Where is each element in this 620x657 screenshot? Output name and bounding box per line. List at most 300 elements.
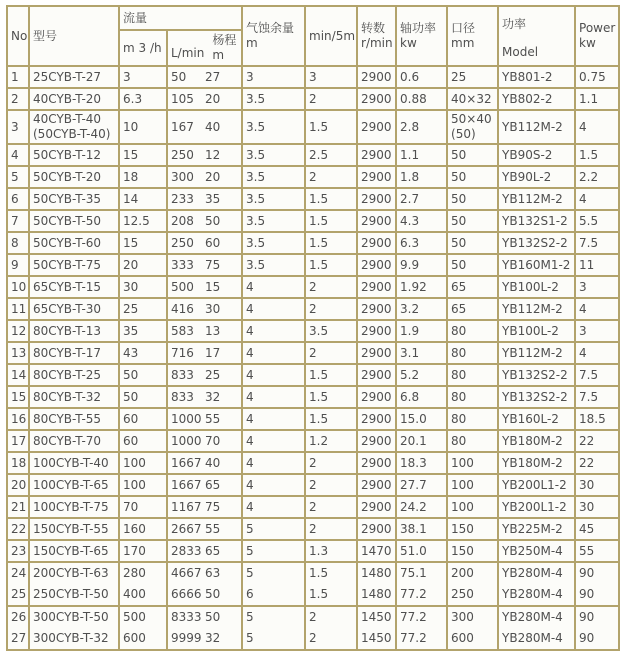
col-diameter-label: 口径 bbox=[451, 21, 476, 35]
cell-motor-model: YB100L-2 bbox=[498, 320, 575, 342]
cell-min5m: 3.5 bbox=[305, 320, 357, 342]
cell-diameter: 300 bbox=[447, 606, 498, 628]
flow-lmin-value: 833 bbox=[171, 389, 194, 404]
cell-flow-lmin-head bbox=[167, 628, 242, 650]
cell-power: 90 bbox=[575, 584, 619, 606]
col-shaft-power-unit: kw bbox=[400, 36, 417, 50]
cell-motor-model: YB280M-4 bbox=[498, 562, 575, 584]
cell-flow-m3h: 100 bbox=[119, 474, 167, 496]
cell-diameter: 50×40 (50) bbox=[447, 110, 498, 144]
cell-no: 20 bbox=[7, 474, 29, 496]
cell-min5m: 2 bbox=[305, 88, 357, 110]
cell-diameter: 200 bbox=[447, 562, 498, 584]
cell-power: 4 bbox=[575, 188, 619, 210]
head-value: 17 bbox=[205, 345, 221, 360]
cell-npsh: 5 bbox=[242, 518, 305, 540]
cell-no: 12 bbox=[7, 320, 29, 342]
cell-flow-lmin-head bbox=[167, 408, 242, 430]
table-row bbox=[7, 628, 619, 650]
cell-flow-m3h: 400 bbox=[119, 584, 167, 606]
cell-flow-lmin-head bbox=[167, 188, 242, 210]
cell-no: 6 bbox=[7, 188, 29, 210]
cell-motor-model: YB180M-2 bbox=[498, 452, 575, 474]
cell-flow-m3h: 15 bbox=[119, 144, 167, 166]
cell-no: 23 bbox=[7, 540, 29, 562]
cell-model: 300CYB-T-32 bbox=[29, 628, 119, 650]
table-row bbox=[7, 430, 619, 452]
cell-npsh: 4 bbox=[242, 276, 305, 298]
flow-lmin-value: 716 bbox=[171, 345, 194, 360]
cell-flow-lmin-head bbox=[167, 166, 242, 188]
cell-motor-model: YB132S2-2 bbox=[498, 386, 575, 408]
col-shaft-power bbox=[396, 6, 447, 66]
head-value: 20 bbox=[205, 169, 221, 184]
cell-no: 16 bbox=[7, 408, 29, 430]
cell-speed: 2900 bbox=[357, 88, 396, 110]
cell-shaft-power: 27.7 bbox=[396, 474, 447, 496]
cell-power: 4 bbox=[575, 298, 619, 320]
cell-motor-model: YB280M-4 bbox=[498, 628, 575, 650]
cell-motor-model: YB90L-2 bbox=[498, 166, 575, 188]
cell-flow-m3h: 18 bbox=[119, 166, 167, 188]
cell-diameter: 250 bbox=[447, 584, 498, 606]
cell-npsh: 3.5 bbox=[242, 88, 305, 110]
table-row bbox=[7, 66, 619, 88]
cell-min5m: 2 bbox=[305, 606, 357, 628]
cell-diameter: 150 bbox=[447, 518, 498, 540]
cell-flow-lmin-head bbox=[167, 386, 242, 408]
cell-shaft-power: 5.2 bbox=[396, 364, 447, 386]
col-power-unit: kw bbox=[579, 36, 596, 50]
cell-npsh: 5 bbox=[242, 628, 305, 650]
head-value: 15 bbox=[205, 279, 221, 294]
cell-motor-model: YB132S1-2 bbox=[498, 210, 575, 232]
cell-no: 26 bbox=[7, 606, 29, 628]
cell-model: 50CYB-T-20 bbox=[29, 166, 119, 188]
cell-power: 90 bbox=[575, 606, 619, 628]
cell-shaft-power: 24.2 bbox=[396, 496, 447, 518]
cell-npsh: 3.5 bbox=[242, 232, 305, 254]
col-diameter-unit: mm bbox=[451, 36, 475, 50]
cell-npsh: 4 bbox=[242, 320, 305, 342]
col-head-label: 杨程 bbox=[212, 33, 237, 47]
cell-min5m: 1.5 bbox=[305, 408, 357, 430]
table-row bbox=[7, 188, 619, 210]
cell-model: 65CYB-T-15 bbox=[29, 276, 119, 298]
cell-npsh: 4 bbox=[242, 452, 305, 474]
cell-diameter: 80 bbox=[447, 386, 498, 408]
cell-min5m: 2 bbox=[305, 518, 357, 540]
cell-model: 65CYB-T-30 bbox=[29, 298, 119, 320]
cell-shaft-power: 77.2 bbox=[396, 584, 447, 606]
table-row bbox=[7, 496, 619, 518]
flow-lmin-value: 233 bbox=[171, 191, 194, 206]
cell-speed: 2900 bbox=[357, 320, 396, 342]
cell-speed: 2900 bbox=[357, 298, 396, 320]
flow-lmin-value: 333 bbox=[171, 257, 194, 272]
flow-lmin-value: 2667 bbox=[171, 521, 202, 536]
cell-speed: 2900 bbox=[357, 496, 396, 518]
cell-shaft-power: 3.1 bbox=[396, 342, 447, 364]
cell-power: 11 bbox=[575, 254, 619, 276]
cell-flow-lmin-head bbox=[167, 364, 242, 386]
cell-motor-model: YB112M-2 bbox=[498, 188, 575, 210]
cell-speed: 2900 bbox=[357, 254, 396, 276]
cell-speed: 2900 bbox=[357, 144, 396, 166]
head-value: 50 bbox=[205, 213, 221, 228]
cell-power: 7.5 bbox=[575, 364, 619, 386]
cell-no: 11 bbox=[7, 298, 29, 320]
cell-flow-m3h: 60 bbox=[119, 430, 167, 452]
cell-shaft-power: 1.1 bbox=[396, 144, 447, 166]
cell-motor-model: YB112M-2 bbox=[498, 298, 575, 320]
cell-motor-model: YB802-2 bbox=[498, 88, 575, 110]
cell-model: 80CYB-T-55 bbox=[29, 408, 119, 430]
cell-speed: 2900 bbox=[357, 166, 396, 188]
cell-npsh: 3.5 bbox=[242, 166, 305, 188]
cell-power: 4 bbox=[575, 342, 619, 364]
flow-lmin-value: 833 bbox=[171, 367, 194, 382]
cell-min5m: 1.5 bbox=[305, 254, 357, 276]
cell-no: 8 bbox=[7, 232, 29, 254]
cell-no: 5 bbox=[7, 166, 29, 188]
cell-speed: 1480 bbox=[357, 562, 396, 584]
cell-no: 2 bbox=[7, 88, 29, 110]
cell-npsh: 5 bbox=[242, 540, 305, 562]
cell-motor-model: YB180M-2 bbox=[498, 430, 575, 452]
table-row bbox=[7, 518, 619, 540]
cell-no: 14 bbox=[7, 364, 29, 386]
cell-npsh: 4 bbox=[242, 496, 305, 518]
head-value: 75 bbox=[205, 499, 221, 514]
cell-flow-lmin-head bbox=[167, 298, 242, 320]
table-row bbox=[7, 606, 619, 628]
cell-power: 5.5 bbox=[575, 210, 619, 232]
cell-no: 22 bbox=[7, 518, 29, 540]
col-flow-lmin-head bbox=[167, 30, 242, 66]
cell-model: 300CYB-T-50 bbox=[29, 606, 119, 628]
cell-no: 4 bbox=[7, 144, 29, 166]
cell-power: 1.5 bbox=[575, 144, 619, 166]
cell-motor-model: YB250M-4 bbox=[498, 540, 575, 562]
col-speed bbox=[357, 6, 396, 66]
cell-flow-m3h: 170 bbox=[119, 540, 167, 562]
cell-speed: 1450 bbox=[357, 628, 396, 650]
cell-npsh: 4 bbox=[242, 298, 305, 320]
cell-min5m: 2 bbox=[305, 276, 357, 298]
table-row bbox=[7, 232, 619, 254]
table-row bbox=[7, 254, 619, 276]
cell-min5m: 2.5 bbox=[305, 144, 357, 166]
cell-no: 3 bbox=[7, 110, 29, 144]
col-model: 型号 bbox=[29, 6, 119, 66]
flow-lmin-value: 583 bbox=[171, 323, 194, 338]
cell-model: 100CYB-T-65 bbox=[29, 474, 119, 496]
table-row bbox=[7, 408, 619, 430]
cell-flow-lmin-head bbox=[167, 518, 242, 540]
cell-shaft-power: 20.1 bbox=[396, 430, 447, 452]
table-row bbox=[7, 584, 619, 606]
table-row bbox=[7, 110, 619, 144]
cell-flow-lmin-head bbox=[167, 562, 242, 584]
cell-min5m: 1.5 bbox=[305, 562, 357, 584]
cell-diameter: 50 bbox=[447, 144, 498, 166]
flow-lmin-value: 500 bbox=[171, 279, 194, 294]
col-flow-group: 流量 bbox=[119, 6, 242, 30]
cell-model: 80CYB-T-32 bbox=[29, 386, 119, 408]
cell-model: 25CYB-T-27 bbox=[29, 66, 119, 88]
cell-shaft-power: 6.3 bbox=[396, 232, 447, 254]
cell-model: 40CYB-T-20 bbox=[29, 88, 119, 110]
table-row bbox=[7, 562, 619, 584]
cell-diameter: 65 bbox=[447, 298, 498, 320]
table-row bbox=[7, 474, 619, 496]
cell-motor-model: YB90S-2 bbox=[498, 144, 575, 166]
cell-shaft-power: 9.9 bbox=[396, 254, 447, 276]
cell-diameter: 65 bbox=[447, 276, 498, 298]
cell-flow-lmin-head bbox=[167, 606, 242, 628]
head-value: 60 bbox=[205, 235, 221, 250]
flow-lmin-value: 6666 bbox=[171, 587, 202, 601]
cell-shaft-power: 77.2 bbox=[396, 628, 447, 650]
cell-shaft-power: 15.0 bbox=[396, 408, 447, 430]
cell-no: 21 bbox=[7, 496, 29, 518]
cell-npsh: 4 bbox=[242, 430, 305, 452]
cell-motor-model: YB200L1-2 bbox=[498, 474, 575, 496]
cell-flow-m3h: 600 bbox=[119, 628, 167, 650]
cell-model: 100CYB-T-40 bbox=[29, 452, 119, 474]
cell-no: 24 bbox=[7, 562, 29, 584]
table-row bbox=[7, 452, 619, 474]
cell-diameter: 600 bbox=[447, 628, 498, 650]
cell-no: 13 bbox=[7, 342, 29, 364]
flow-lmin-value: 50 bbox=[171, 69, 187, 84]
cell-power: 30 bbox=[575, 496, 619, 518]
cell-speed: 2900 bbox=[357, 66, 396, 88]
cell-flow-m3h: 10 bbox=[119, 110, 167, 144]
cell-flow-lmin-head bbox=[167, 342, 242, 364]
cell-npsh: 5 bbox=[242, 606, 305, 628]
cell-motor-model: YB100L-2 bbox=[498, 276, 575, 298]
cell-motor-model: YB801-2 bbox=[498, 66, 575, 88]
cell-no: 25 bbox=[7, 584, 29, 606]
cell-diameter: 80 bbox=[447, 364, 498, 386]
cell-power: 4 bbox=[575, 110, 619, 144]
head-value: 65 bbox=[205, 543, 221, 558]
cell-diameter: 100 bbox=[447, 452, 498, 474]
cell-min5m: 2 bbox=[305, 166, 357, 188]
cell-flow-m3h: 50 bbox=[119, 364, 167, 386]
cell-no: 7 bbox=[7, 210, 29, 232]
cell-min5m: 2 bbox=[305, 628, 357, 650]
cell-model: 80CYB-T-13 bbox=[29, 320, 119, 342]
cell-min5m: 1.5 bbox=[305, 584, 357, 606]
cell-speed: 2900 bbox=[357, 342, 396, 364]
cell-model: 50CYB-T-50 bbox=[29, 210, 119, 232]
table-row bbox=[7, 166, 619, 188]
cell-diameter: 50 bbox=[447, 232, 498, 254]
cell-shaft-power: 0.6 bbox=[396, 66, 447, 88]
table-row bbox=[7, 320, 619, 342]
cell-npsh: 3.5 bbox=[242, 144, 305, 166]
cell-model: 150CYB-T-55 bbox=[29, 518, 119, 540]
cell-power: 3 bbox=[575, 276, 619, 298]
table-row bbox=[7, 88, 619, 110]
cell-flow-lmin-head bbox=[167, 254, 242, 276]
head-value: 20 bbox=[205, 91, 221, 106]
flow-lmin-value: 9999 bbox=[171, 631, 202, 645]
cell-flow-m3h: 20 bbox=[119, 254, 167, 276]
cell-diameter: 40×32 bbox=[447, 88, 498, 110]
cell-power: 90 bbox=[575, 628, 619, 650]
cell-flow-lmin-head bbox=[167, 584, 242, 606]
cell-power: 55 bbox=[575, 540, 619, 562]
cell-min5m: 1.5 bbox=[305, 232, 357, 254]
head-value: 13 bbox=[205, 323, 221, 338]
cell-flow-m3h: 14 bbox=[119, 188, 167, 210]
cell-flow-m3h: 3 bbox=[119, 66, 167, 88]
flow-lmin-value: 167 bbox=[171, 119, 194, 134]
cell-flow-m3h: 43 bbox=[119, 342, 167, 364]
cell-shaft-power: 2.8 bbox=[396, 110, 447, 144]
cell-motor-model: YB225M-2 bbox=[498, 518, 575, 540]
cell-model: 200CYB-T-63 bbox=[29, 562, 119, 584]
cell-flow-m3h: 30 bbox=[119, 276, 167, 298]
flow-lmin-value: 2833 bbox=[171, 543, 202, 558]
cell-min5m: 2 bbox=[305, 298, 357, 320]
cell-diameter: 80 bbox=[447, 408, 498, 430]
cell-npsh: 4 bbox=[242, 474, 305, 496]
cell-flow-lmin-head bbox=[167, 276, 242, 298]
cell-npsh: 4 bbox=[242, 386, 305, 408]
cell-shaft-power: 75.1 bbox=[396, 562, 447, 584]
cell-npsh: 3.5 bbox=[242, 110, 305, 144]
table-row bbox=[7, 342, 619, 364]
cell-speed: 2900 bbox=[357, 110, 396, 144]
cell-motor-model: YB132S2-2 bbox=[498, 232, 575, 254]
cell-power: 30 bbox=[575, 474, 619, 496]
col-power bbox=[575, 6, 619, 66]
cell-motor-model: YB160L-2 bbox=[498, 408, 575, 430]
cell-shaft-power: 38.1 bbox=[396, 518, 447, 540]
flow-lmin-value: 8333 bbox=[171, 610, 202, 624]
head-value: 70 bbox=[205, 433, 221, 448]
cell-no: 17 bbox=[7, 430, 29, 452]
cell-power: 18.5 bbox=[575, 408, 619, 430]
cell-flow-lmin-head bbox=[167, 474, 242, 496]
cell-npsh: 3.5 bbox=[242, 254, 305, 276]
cell-power: 90 bbox=[575, 562, 619, 584]
head-value: 65 bbox=[205, 477, 221, 492]
cell-speed: 2900 bbox=[357, 474, 396, 496]
table-row bbox=[7, 210, 619, 232]
flow-lmin-value: 208 bbox=[171, 213, 194, 228]
cell-flow-m3h: 100 bbox=[119, 452, 167, 474]
head-value: 40 bbox=[205, 119, 221, 134]
cell-motor-model: YB112M-2 bbox=[498, 342, 575, 364]
cell-model: 50CYB-T-12 bbox=[29, 144, 119, 166]
cell-shaft-power: 3.2 bbox=[396, 298, 447, 320]
table-row bbox=[7, 298, 619, 320]
cell-flow-m3h: 6.3 bbox=[119, 88, 167, 110]
cell-model: 50CYB-T-35 bbox=[29, 188, 119, 210]
table-row bbox=[7, 386, 619, 408]
cell-no: 1 bbox=[7, 66, 29, 88]
cell-flow-lmin-head bbox=[167, 210, 242, 232]
cell-min5m: 2 bbox=[305, 474, 357, 496]
cell-diameter: 80 bbox=[447, 430, 498, 452]
cell-speed: 2900 bbox=[357, 452, 396, 474]
col-power-label: Power bbox=[579, 21, 616, 35]
cell-min5m: 1.5 bbox=[305, 110, 357, 144]
flow-lmin-value: 250 bbox=[171, 147, 194, 162]
cell-min5m: 1.5 bbox=[305, 364, 357, 386]
table-row bbox=[7, 144, 619, 166]
cell-flow-m3h: 50 bbox=[119, 386, 167, 408]
cell-speed: 2900 bbox=[357, 386, 396, 408]
cell-flow-m3h: 25 bbox=[119, 298, 167, 320]
cell-power: 22 bbox=[575, 430, 619, 452]
head-value: 55 bbox=[205, 411, 221, 426]
cell-power: 7.5 bbox=[575, 232, 619, 254]
cell-min5m: 2 bbox=[305, 342, 357, 364]
cell-power: 2.2 bbox=[575, 166, 619, 188]
flow-lmin-value: 1000 bbox=[171, 433, 202, 448]
cell-diameter: 100 bbox=[447, 474, 498, 496]
cell-diameter: 50 bbox=[447, 210, 498, 232]
cell-min5m: 1.3 bbox=[305, 540, 357, 562]
flow-lmin-value: 250 bbox=[171, 235, 194, 250]
flow-lmin-value: 4667 bbox=[171, 566, 202, 580]
head-value: 27 bbox=[205, 69, 221, 84]
col-npsh bbox=[242, 6, 305, 66]
cell-flow-m3h: 35 bbox=[119, 320, 167, 342]
cell-flow-m3h: 500 bbox=[119, 606, 167, 628]
cell-flow-lmin-head bbox=[167, 540, 242, 562]
table-header bbox=[7, 6, 619, 66]
cell-power: 7.5 bbox=[575, 386, 619, 408]
cell-speed: 2900 bbox=[357, 188, 396, 210]
col-motor bbox=[498, 6, 575, 66]
cell-motor-model: YB132S2-2 bbox=[498, 364, 575, 386]
cell-no: 18 bbox=[7, 452, 29, 474]
cell-speed: 2900 bbox=[357, 430, 396, 452]
cell-diameter: 50 bbox=[447, 188, 498, 210]
head-value: 12 bbox=[205, 147, 221, 162]
cell-flow-lmin-head bbox=[167, 144, 242, 166]
cell-min5m: 1.5 bbox=[305, 210, 357, 232]
head-value: 35 bbox=[205, 191, 221, 206]
head-value: 32 bbox=[205, 631, 221, 645]
cell-power: 3 bbox=[575, 320, 619, 342]
cell-motor-model: YB280M-4 bbox=[498, 584, 575, 606]
col-diameter bbox=[447, 6, 498, 66]
cell-flow-lmin-head bbox=[167, 430, 242, 452]
head-value: 50 bbox=[205, 587, 221, 601]
cell-motor-model: YB200L1-2 bbox=[498, 496, 575, 518]
cell-shaft-power: 77.2 bbox=[396, 606, 447, 628]
cell-model: 50CYB-T-75 bbox=[29, 254, 119, 276]
cell-motor-model: YB160M1-2 bbox=[498, 254, 575, 276]
cell-diameter: 80 bbox=[447, 320, 498, 342]
col-flow-m3h: m 3 /h bbox=[119, 30, 167, 66]
cell-speed: 2900 bbox=[357, 232, 396, 254]
table-body bbox=[7, 66, 619, 650]
head-value: 32 bbox=[205, 389, 221, 404]
cell-model: 80CYB-T-17 bbox=[29, 342, 119, 364]
head-value: 30 bbox=[205, 301, 221, 316]
cell-model: 80CYB-T-70 bbox=[29, 430, 119, 452]
